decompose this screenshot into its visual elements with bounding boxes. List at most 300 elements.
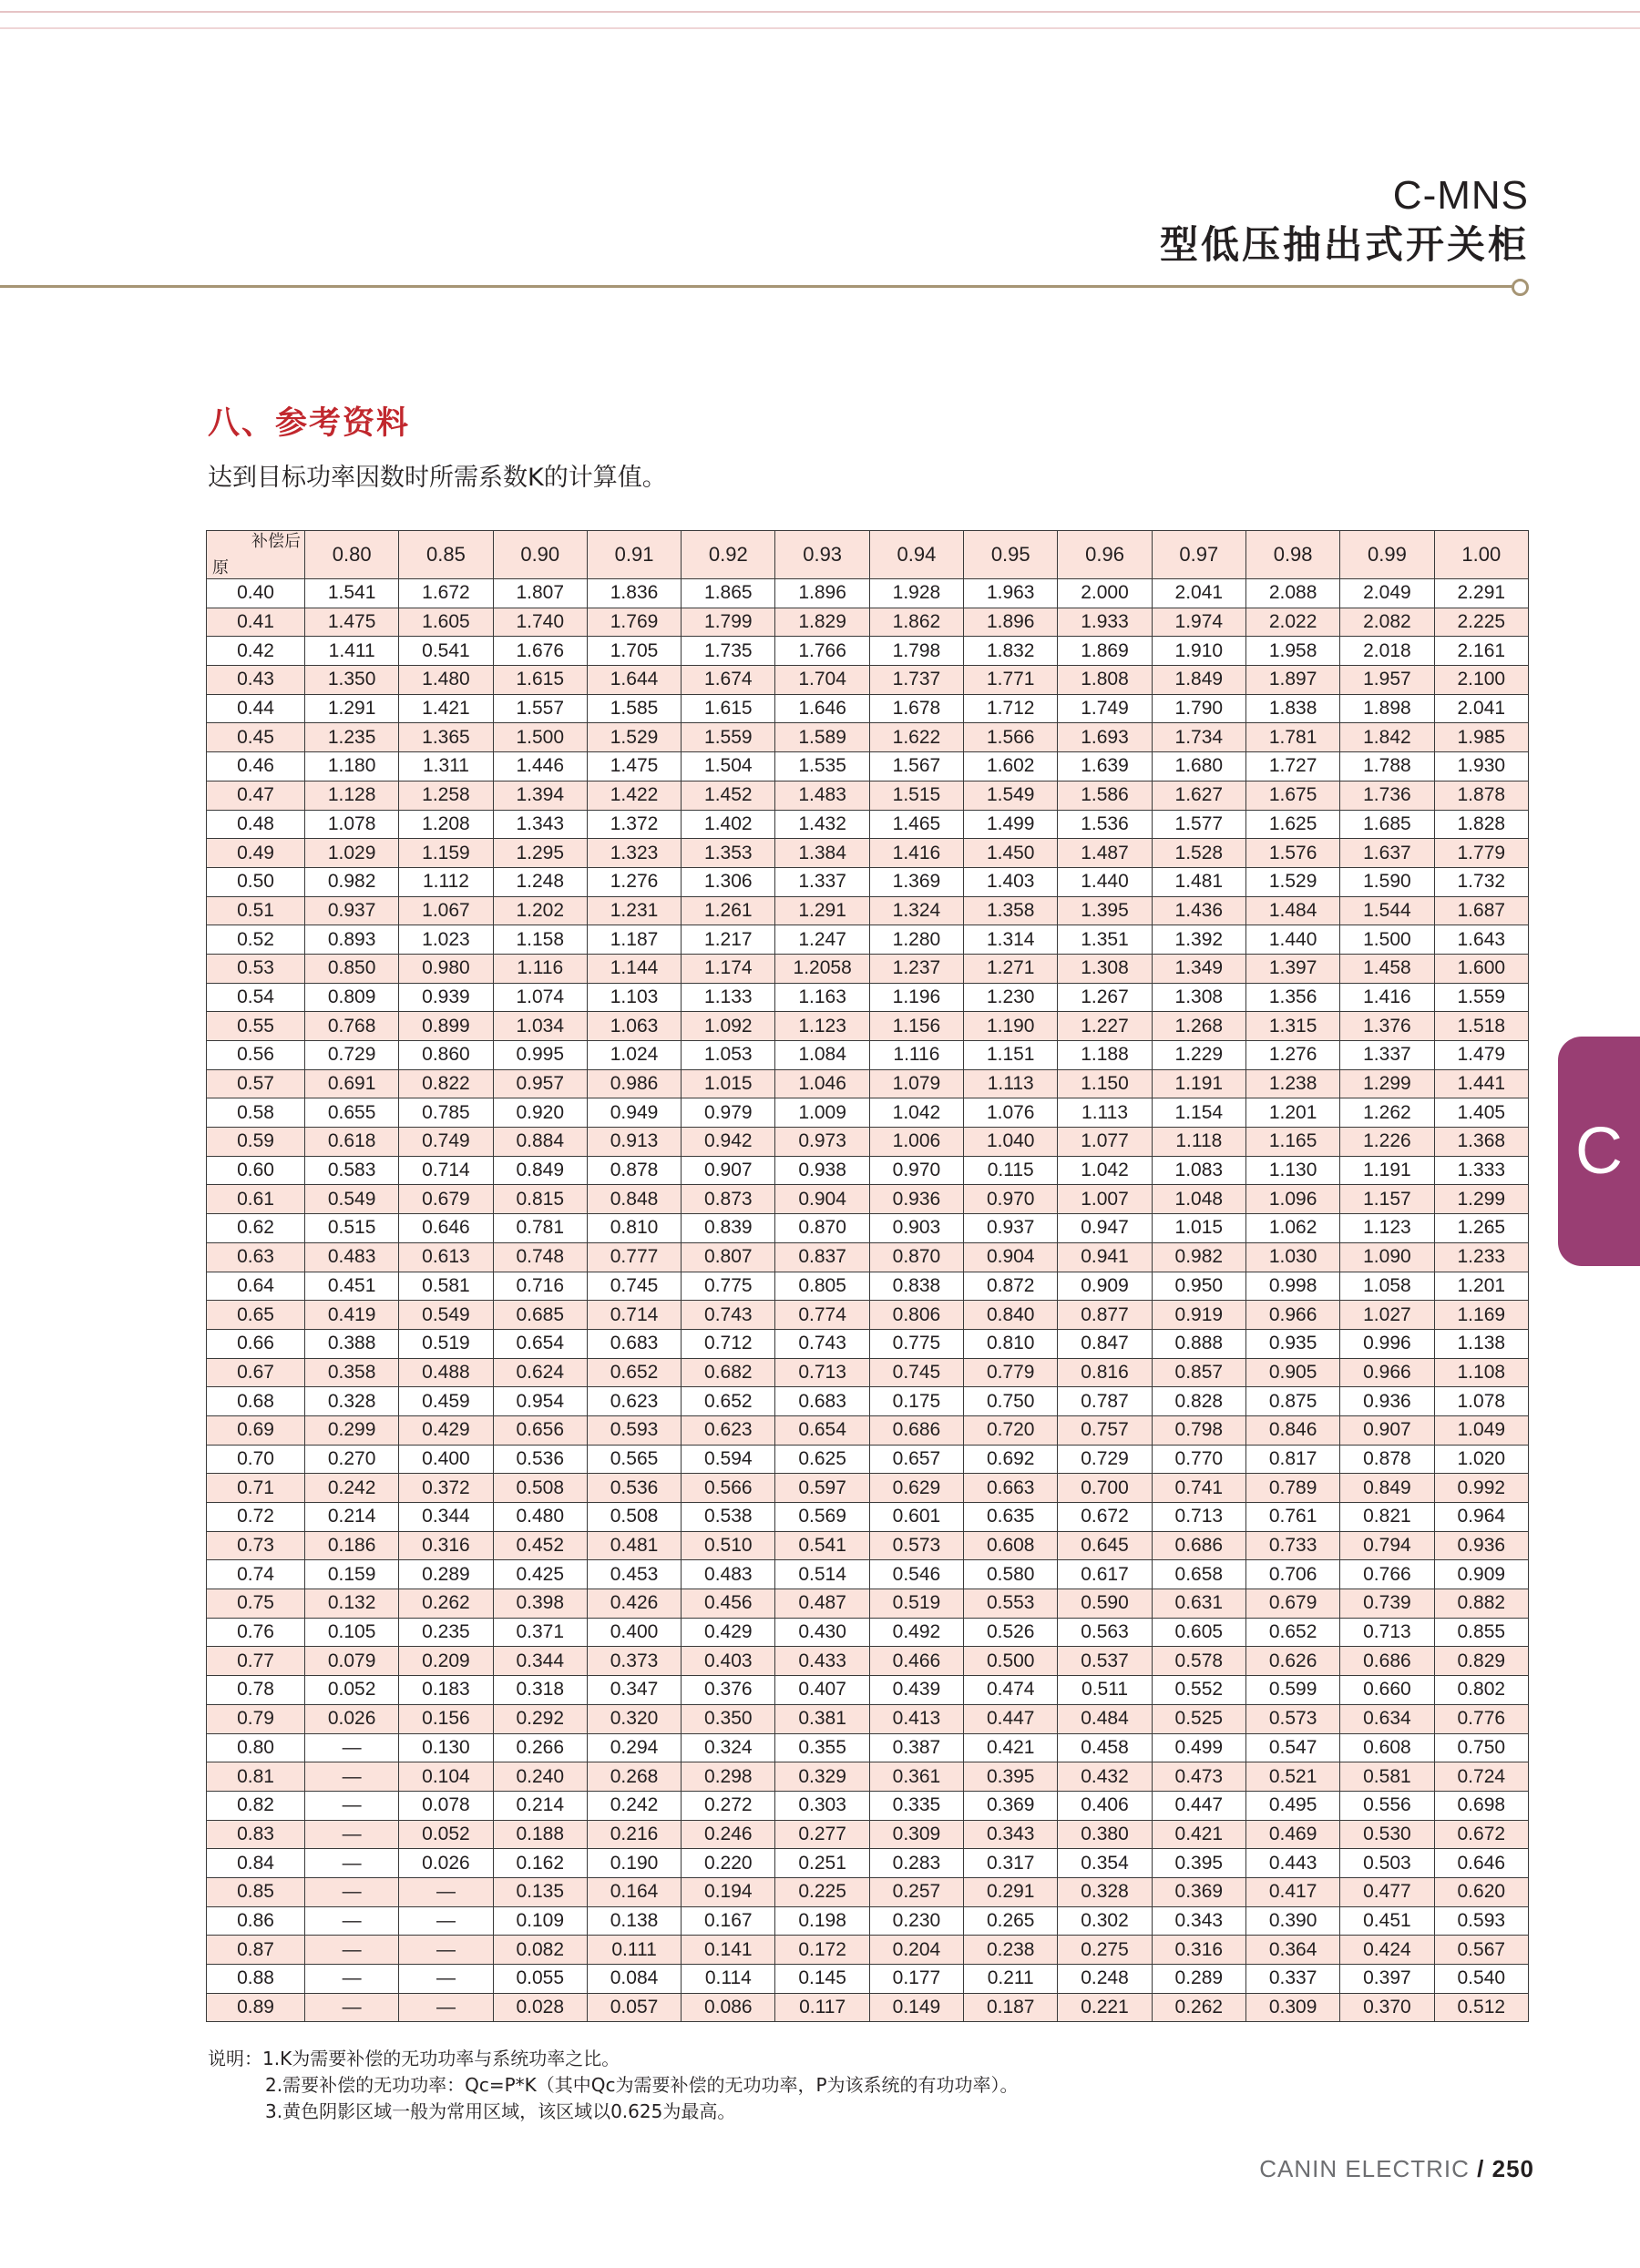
table-row bbox=[207, 694, 1529, 723]
row-header-cell: 0.56 bbox=[207, 1041, 305, 1070]
row-header-cell: 0.47 bbox=[207, 781, 305, 810]
row-header-cell: 0.82 bbox=[207, 1791, 305, 1820]
table-cell: 0.530 bbox=[1340, 1820, 1434, 1849]
table-cell: 0.138 bbox=[587, 1906, 681, 1936]
table-cell: 1.452 bbox=[682, 781, 775, 810]
table-cell: 0.683 bbox=[587, 1329, 681, 1358]
chapter-tab[interactable]: C bbox=[1558, 1037, 1640, 1266]
table-cell: 0.986 bbox=[587, 1069, 681, 1098]
product-title: 型低压抽出式开关柜 bbox=[1159, 222, 1529, 267]
table-cell: 0.810 bbox=[587, 1214, 681, 1243]
table-cell: 0.481 bbox=[587, 1531, 681, 1560]
table-cell: 0.713 bbox=[1152, 1503, 1245, 1532]
row-header-cell: 0.63 bbox=[207, 1242, 305, 1272]
table-cell: 0.388 bbox=[305, 1329, 399, 1358]
table-cell: 1.180 bbox=[305, 752, 399, 782]
table-cell: 1.042 bbox=[869, 1098, 963, 1128]
column-header: 1.00 bbox=[1434, 531, 1528, 579]
table-cell: 0.398 bbox=[493, 1589, 587, 1619]
table-cell: 0.172 bbox=[775, 1936, 869, 1965]
table-cell: 1.079 bbox=[869, 1069, 963, 1098]
table-row bbox=[207, 1503, 1529, 1532]
table-cell: 1.027 bbox=[1340, 1301, 1434, 1330]
table-cell: 0.936 bbox=[1340, 1387, 1434, 1416]
table-cell: 0.499 bbox=[1152, 1733, 1245, 1762]
row-header-cell: 0.57 bbox=[207, 1069, 305, 1098]
table-cell: 1.590 bbox=[1340, 867, 1434, 896]
table-cell: 1.308 bbox=[1058, 954, 1152, 983]
table-cell: 0.729 bbox=[1058, 1445, 1152, 1474]
table-cell: 0.238 bbox=[964, 1936, 1058, 1965]
table-cell: 1.201 bbox=[1245, 1098, 1339, 1128]
table-cell: 0.484 bbox=[1058, 1704, 1152, 1733]
table-cell: 1.349 bbox=[1152, 954, 1245, 983]
table-cell: 0.162 bbox=[493, 1849, 587, 1878]
table-cell: 1.416 bbox=[1340, 983, 1434, 1012]
table-row bbox=[207, 1820, 1529, 1849]
table-row bbox=[207, 867, 1529, 896]
table-cell: 0.549 bbox=[399, 1301, 493, 1330]
table-cell: 0.500 bbox=[964, 1647, 1058, 1676]
table-cell: 0.204 bbox=[869, 1936, 963, 1965]
column-header: 0.90 bbox=[493, 531, 587, 579]
row-header-cell: 0.45 bbox=[207, 723, 305, 752]
table-cell: 1.842 bbox=[1340, 723, 1434, 752]
table-cell: 0.328 bbox=[305, 1387, 399, 1416]
table-cell: 0.433 bbox=[775, 1647, 869, 1676]
table-cell: 0.654 bbox=[493, 1329, 587, 1358]
table-cell: 1.356 bbox=[1245, 983, 1339, 1012]
table-cell: 1.958 bbox=[1245, 637, 1339, 666]
table-cell: 1.133 bbox=[682, 983, 775, 1012]
table-cell: 1.156 bbox=[869, 1012, 963, 1041]
table-cell: 1.202 bbox=[493, 896, 587, 925]
table-cell: 1.084 bbox=[775, 1041, 869, 1070]
table-cell: 0.884 bbox=[493, 1128, 587, 1157]
table-cell: 0.919 bbox=[1152, 1301, 1245, 1330]
table-cell: 1.897 bbox=[1245, 666, 1339, 695]
table-cell: 1.933 bbox=[1058, 608, 1152, 637]
table-row bbox=[207, 637, 1529, 666]
table-cell: 0.837 bbox=[775, 1242, 869, 1272]
table-cell: 0.733 bbox=[1245, 1531, 1339, 1560]
table-cell: 0.109 bbox=[493, 1906, 587, 1936]
table-cell: 2.225 bbox=[1434, 608, 1528, 637]
table-cell: 0.381 bbox=[775, 1704, 869, 1733]
table-cell: 1.639 bbox=[1058, 752, 1152, 782]
table-cell: 1.808 bbox=[1058, 666, 1152, 695]
table-cell: 0.447 bbox=[1152, 1791, 1245, 1820]
table-cell: 0.873 bbox=[682, 1185, 775, 1214]
table-cell: 0.656 bbox=[493, 1415, 587, 1445]
table-cell: 1.963 bbox=[964, 579, 1058, 608]
table-cell: 0.686 bbox=[1340, 1647, 1434, 1676]
table-cell: 0.903 bbox=[869, 1214, 963, 1243]
table-cell: 1.766 bbox=[775, 637, 869, 666]
table-cell: 0.156 bbox=[399, 1704, 493, 1733]
table-cell: — bbox=[399, 1965, 493, 1994]
table-cell: 0.875 bbox=[1245, 1387, 1339, 1416]
table-cell: 1.062 bbox=[1245, 1214, 1339, 1243]
table-cell: 1.432 bbox=[775, 810, 869, 839]
table-cell: 0.403 bbox=[682, 1647, 775, 1676]
table-cell: 1.394 bbox=[493, 781, 587, 810]
table-cell: 0.597 bbox=[775, 1474, 869, 1503]
table-cell: 0.973 bbox=[775, 1128, 869, 1157]
table-cell: 1.559 bbox=[682, 723, 775, 752]
row-header-cell: 0.67 bbox=[207, 1358, 305, 1387]
table-cell: 0.660 bbox=[1340, 1676, 1434, 1705]
table-cell: 1.368 bbox=[1434, 1128, 1528, 1157]
table-cell: 0.525 bbox=[1152, 1704, 1245, 1733]
table-cell: 0.849 bbox=[1340, 1474, 1434, 1503]
table-cell: 0.565 bbox=[587, 1445, 681, 1474]
table-cell: 0.683 bbox=[775, 1387, 869, 1416]
table-cell: 2.000 bbox=[1058, 579, 1152, 608]
table-row bbox=[207, 1041, 1529, 1070]
table-cell: 1.048 bbox=[1152, 1185, 1245, 1214]
table-cell: 0.939 bbox=[399, 983, 493, 1012]
table-cell: 0.724 bbox=[1434, 1762, 1528, 1792]
table-row bbox=[207, 1156, 1529, 1185]
table-cell: 0.904 bbox=[964, 1242, 1058, 1272]
table-cell: 0.309 bbox=[869, 1820, 963, 1849]
table-cell: 1.676 bbox=[493, 637, 587, 666]
table-row bbox=[207, 1965, 1529, 1994]
table-cell: 1.705 bbox=[587, 637, 681, 666]
table-cell: 1.678 bbox=[869, 694, 963, 723]
table-cell: 0.350 bbox=[682, 1704, 775, 1733]
table-cell: 0.966 bbox=[1340, 1358, 1434, 1387]
row-header-cell: 0.73 bbox=[207, 1531, 305, 1560]
row-header-cell: 0.51 bbox=[207, 896, 305, 925]
table-cell: 1.233 bbox=[1434, 1242, 1528, 1272]
table-cell: 0.757 bbox=[1058, 1415, 1152, 1445]
table-cell: 0.055 bbox=[493, 1965, 587, 1994]
table-cell: 2.100 bbox=[1434, 666, 1528, 695]
table-cell: 0.743 bbox=[775, 1329, 869, 1358]
table-cell: 1.559 bbox=[1434, 983, 1528, 1012]
table-cell: 1.483 bbox=[775, 781, 869, 810]
table-cell: 0.294 bbox=[587, 1733, 681, 1762]
table-row bbox=[207, 752, 1529, 782]
table-cell: 1.226 bbox=[1340, 1128, 1434, 1157]
table-cell: 1.376 bbox=[1340, 1012, 1434, 1041]
table-cell: 0.536 bbox=[587, 1474, 681, 1503]
table-corner-cell bbox=[207, 531, 305, 579]
table-cell: 1.799 bbox=[682, 608, 775, 637]
table-cell: 1.589 bbox=[775, 723, 869, 752]
row-header-cell: 0.85 bbox=[207, 1877, 305, 1906]
table-cell: 0.950 bbox=[1152, 1272, 1245, 1301]
table-cell: 0.617 bbox=[1058, 1560, 1152, 1589]
table-cell: 0.495 bbox=[1245, 1791, 1339, 1820]
row-header-cell: 0.42 bbox=[207, 637, 305, 666]
table-cell: 1.557 bbox=[493, 694, 587, 723]
table-cell: 0.521 bbox=[1245, 1762, 1339, 1792]
column-header: 0.85 bbox=[399, 531, 493, 579]
table-cell: 0.850 bbox=[305, 954, 399, 983]
table-cell: 0.938 bbox=[775, 1156, 869, 1185]
table-cell: 0.652 bbox=[1245, 1618, 1339, 1647]
table-cell: 0.599 bbox=[1245, 1676, 1339, 1705]
table-cell: 1.2058 bbox=[775, 954, 869, 983]
table-cell: 1.034 bbox=[493, 1012, 587, 1041]
table-cell: 1.258 bbox=[399, 781, 493, 810]
table-cell: 0.492 bbox=[869, 1618, 963, 1647]
table-cell: 1.311 bbox=[399, 752, 493, 782]
note-line: 2.需要补偿的无功功率：Qc=P*K（其中Qc为需要补偿的无功功率，P为该系统的有功功率）。 bbox=[265, 2074, 1019, 2096]
table-cell: 1.191 bbox=[1340, 1156, 1434, 1185]
table-cell: 0.601 bbox=[869, 1503, 963, 1532]
table-cell: 0.130 bbox=[399, 1733, 493, 1762]
row-header-cell: 0.81 bbox=[207, 1762, 305, 1792]
table-cell: 1.836 bbox=[587, 579, 681, 608]
table-cell: 0.706 bbox=[1245, 1560, 1339, 1589]
table-cell: 0.941 bbox=[1058, 1242, 1152, 1272]
table-cell: 0.966 bbox=[1245, 1301, 1339, 1330]
table-cell: 1.397 bbox=[1245, 954, 1339, 983]
table-cell: 1.566 bbox=[964, 723, 1058, 752]
table-cell: 0.186 bbox=[305, 1531, 399, 1560]
table-cell: 0.251 bbox=[775, 1849, 869, 1878]
table-cell: 0.508 bbox=[493, 1474, 587, 1503]
table-cell: 0.672 bbox=[1434, 1820, 1528, 1849]
table-cell: 0.646 bbox=[1434, 1849, 1528, 1878]
table-cell: 0.700 bbox=[1058, 1474, 1152, 1503]
table-cell: 0.996 bbox=[1340, 1329, 1434, 1358]
table-cell: 0.970 bbox=[964, 1185, 1058, 1214]
table-cell: 1.116 bbox=[493, 954, 587, 983]
table-cell: 1.268 bbox=[1152, 1012, 1245, 1041]
table-cell: 0.387 bbox=[869, 1733, 963, 1762]
table-cell: 1.475 bbox=[587, 752, 681, 782]
table-row bbox=[207, 1560, 1529, 1589]
table-cell: 0.417 bbox=[1245, 1877, 1339, 1906]
table-cell: 0.344 bbox=[399, 1503, 493, 1532]
table-cell: 0.618 bbox=[305, 1128, 399, 1157]
header-divider bbox=[0, 285, 1512, 288]
table-cell: 0.749 bbox=[399, 1128, 493, 1157]
table-cell: 2.041 bbox=[1434, 694, 1528, 723]
table-cell: 1.046 bbox=[775, 1069, 869, 1098]
row-header-cell: 0.88 bbox=[207, 1965, 305, 1994]
table-cell: 2.022 bbox=[1245, 608, 1339, 637]
table-cell: 1.605 bbox=[399, 608, 493, 637]
table-row bbox=[207, 1128, 1529, 1157]
table-cell: 1.734 bbox=[1152, 723, 1245, 752]
table-cell: 0.777 bbox=[587, 1242, 681, 1272]
section-subtitle: 达到目标功率因数时所需系数K的计算值。 bbox=[208, 464, 667, 492]
table-cell: 0.488 bbox=[399, 1358, 493, 1387]
row-header-cell: 0.46 bbox=[207, 752, 305, 782]
table-cell: 0.698 bbox=[1434, 1791, 1528, 1820]
table-cell: 1.315 bbox=[1245, 1012, 1339, 1041]
table-cell: 0.510 bbox=[682, 1531, 775, 1560]
table-cell: 2.041 bbox=[1152, 579, 1245, 608]
table-cell: 0.429 bbox=[399, 1415, 493, 1445]
table-cell: 0.453 bbox=[587, 1560, 681, 1589]
table-cell: 1.169 bbox=[1434, 1301, 1528, 1330]
table-cell: 1.567 bbox=[869, 752, 963, 782]
row-header-cell: 0.65 bbox=[207, 1301, 305, 1330]
table-cell: 0.175 bbox=[869, 1387, 963, 1416]
table-cell: 0.369 bbox=[964, 1791, 1058, 1820]
table-cell: 0.183 bbox=[399, 1676, 493, 1705]
table-cell: 0.806 bbox=[869, 1301, 963, 1330]
table-cell: 0.508 bbox=[587, 1503, 681, 1532]
table-cell: 1.227 bbox=[1058, 1012, 1152, 1041]
table-cell: 0.745 bbox=[587, 1272, 681, 1301]
table-cell: 1.898 bbox=[1340, 694, 1434, 723]
table-cell: 0.838 bbox=[869, 1272, 963, 1301]
table-cell: 0.949 bbox=[587, 1098, 681, 1128]
table-cell: 1.351 bbox=[1058, 925, 1152, 955]
table-cell: 0.635 bbox=[964, 1503, 1058, 1532]
table-cell: — bbox=[305, 1762, 399, 1792]
table-cell: 1.350 bbox=[305, 666, 399, 695]
table-cell: 0.679 bbox=[1245, 1589, 1339, 1619]
table-cell: 0.188 bbox=[493, 1820, 587, 1849]
table-cell: 0.483 bbox=[682, 1560, 775, 1589]
table-cell: 0.578 bbox=[1152, 1647, 1245, 1676]
table-cell: 1.015 bbox=[1152, 1214, 1245, 1243]
table-cell: — bbox=[305, 1965, 399, 1994]
table-cell: 0.266 bbox=[493, 1733, 587, 1762]
table-cell: 1.230 bbox=[964, 983, 1058, 1012]
table-cell: — bbox=[305, 1820, 399, 1849]
table-cell: 0.679 bbox=[399, 1185, 493, 1214]
table-cell: 0.970 bbox=[869, 1156, 963, 1185]
table-cell: 1.118 bbox=[1152, 1128, 1245, 1157]
table-cell: 0.821 bbox=[1340, 1503, 1434, 1532]
table-cell: 0.809 bbox=[305, 983, 399, 1012]
table-cell: 0.802 bbox=[1434, 1676, 1528, 1705]
table-cell: 0.776 bbox=[1434, 1704, 1528, 1733]
notes bbox=[208, 2046, 1019, 2125]
table-cell: 0.149 bbox=[869, 1993, 963, 2022]
table-cell: 1.549 bbox=[964, 781, 1058, 810]
table-cell: 1.585 bbox=[587, 694, 681, 723]
table-cell: 0.084 bbox=[587, 1965, 681, 1994]
table-cell: 1.957 bbox=[1340, 666, 1434, 695]
table-cell: 0.086 bbox=[682, 1993, 775, 2022]
table-cell: 0.526 bbox=[964, 1618, 1058, 1647]
header-divider-end-circle bbox=[1512, 279, 1529, 296]
table-cell: 0.424 bbox=[1340, 1936, 1434, 1965]
table-cell: 1.602 bbox=[964, 752, 1058, 782]
table-cell: 0.425 bbox=[493, 1560, 587, 1589]
table-cell: 0.654 bbox=[775, 1415, 869, 1445]
table-cell: 1.163 bbox=[775, 983, 869, 1012]
table-cell: 0.194 bbox=[682, 1877, 775, 1906]
table-cell: 0.629 bbox=[869, 1474, 963, 1503]
table-cell: 0.877 bbox=[1058, 1301, 1152, 1330]
table-cell: 1.029 bbox=[305, 839, 399, 868]
table-cell: 1.261 bbox=[682, 896, 775, 925]
table-cell: 0.691 bbox=[305, 1069, 399, 1098]
table-cell: 0.878 bbox=[1340, 1445, 1434, 1474]
table-cell: 1.421 bbox=[399, 694, 493, 723]
table-cell: 1.798 bbox=[869, 637, 963, 666]
table-cell: 0.909 bbox=[1058, 1272, 1152, 1301]
table-cell: 1.712 bbox=[964, 694, 1058, 723]
table-cell: 2.082 bbox=[1340, 608, 1434, 637]
table-cell: 1.680 bbox=[1152, 752, 1245, 782]
table-cell: 1.838 bbox=[1245, 694, 1339, 723]
table-cell: 1.615 bbox=[493, 666, 587, 695]
row-header-cell: 0.70 bbox=[207, 1445, 305, 1474]
table-cell: 0.920 bbox=[493, 1098, 587, 1128]
table-cell: 0.998 bbox=[1245, 1272, 1339, 1301]
table-cell: 0.546 bbox=[869, 1560, 963, 1589]
table-cell: 0.262 bbox=[399, 1589, 493, 1619]
table-cell: 0.720 bbox=[964, 1415, 1058, 1445]
row-header-cell: 0.72 bbox=[207, 1503, 305, 1532]
table-row bbox=[207, 1704, 1529, 1733]
product-model: C-MNS bbox=[1392, 173, 1529, 218]
table-cell: 0.230 bbox=[869, 1906, 963, 1936]
table-cell: 1.157 bbox=[1340, 1185, 1434, 1214]
table-cell: 0.810 bbox=[964, 1329, 1058, 1358]
table-cell: 1.138 bbox=[1434, 1329, 1528, 1358]
table-row bbox=[207, 1214, 1529, 1243]
table-cell: 0.480 bbox=[493, 1503, 587, 1532]
table-cell: — bbox=[399, 1993, 493, 2022]
table-cell: 0.716 bbox=[493, 1272, 587, 1301]
table-cell: 1.295 bbox=[493, 839, 587, 868]
table-cell: 0.221 bbox=[1058, 1993, 1152, 2022]
table-cell: 1.076 bbox=[964, 1098, 1058, 1128]
row-header-cell: 0.68 bbox=[207, 1387, 305, 1416]
table-cell: 0.652 bbox=[682, 1387, 775, 1416]
table-cell: 0.343 bbox=[1152, 1906, 1245, 1936]
table-cell: 1.643 bbox=[1434, 925, 1528, 955]
table-cell: 0.888 bbox=[1152, 1329, 1245, 1358]
table-cell: 0.913 bbox=[587, 1128, 681, 1157]
table-cell: 0.447 bbox=[964, 1704, 1058, 1733]
table-cell: 0.459 bbox=[399, 1387, 493, 1416]
table-cell: 0.583 bbox=[305, 1156, 399, 1185]
table-cell: 0.594 bbox=[682, 1445, 775, 1474]
table-cell: 0.302 bbox=[1058, 1906, 1152, 1936]
table-cell: 0.563 bbox=[1058, 1618, 1152, 1647]
table-row bbox=[207, 1733, 1529, 1762]
table-row bbox=[207, 954, 1529, 983]
table-cell: 0.299 bbox=[305, 1415, 399, 1445]
table-row bbox=[207, 1012, 1529, 1041]
table-cell: 0.439 bbox=[869, 1676, 963, 1705]
table-cell: — bbox=[399, 1877, 493, 1906]
table-cell: 0.052 bbox=[399, 1820, 493, 1849]
column-header: 0.92 bbox=[682, 531, 775, 579]
table-row bbox=[207, 1647, 1529, 1676]
row-header-cell: 0.60 bbox=[207, 1156, 305, 1185]
table-cell: 1.771 bbox=[964, 666, 1058, 695]
table-row bbox=[207, 1762, 1529, 1792]
table-cell: 0.899 bbox=[399, 1012, 493, 1041]
table-cell: 0.503 bbox=[1340, 1849, 1434, 1878]
table-cell: 0.657 bbox=[869, 1445, 963, 1474]
table-cell: 1.217 bbox=[682, 925, 775, 955]
table-cell: 0.220 bbox=[682, 1849, 775, 1878]
table-row bbox=[207, 1098, 1529, 1128]
table-cell: 1.188 bbox=[1058, 1041, 1152, 1070]
table-cell: 1.384 bbox=[775, 839, 869, 868]
table-cell: 0.623 bbox=[587, 1387, 681, 1416]
table-cell: 0.240 bbox=[493, 1762, 587, 1792]
table-row bbox=[207, 608, 1529, 637]
